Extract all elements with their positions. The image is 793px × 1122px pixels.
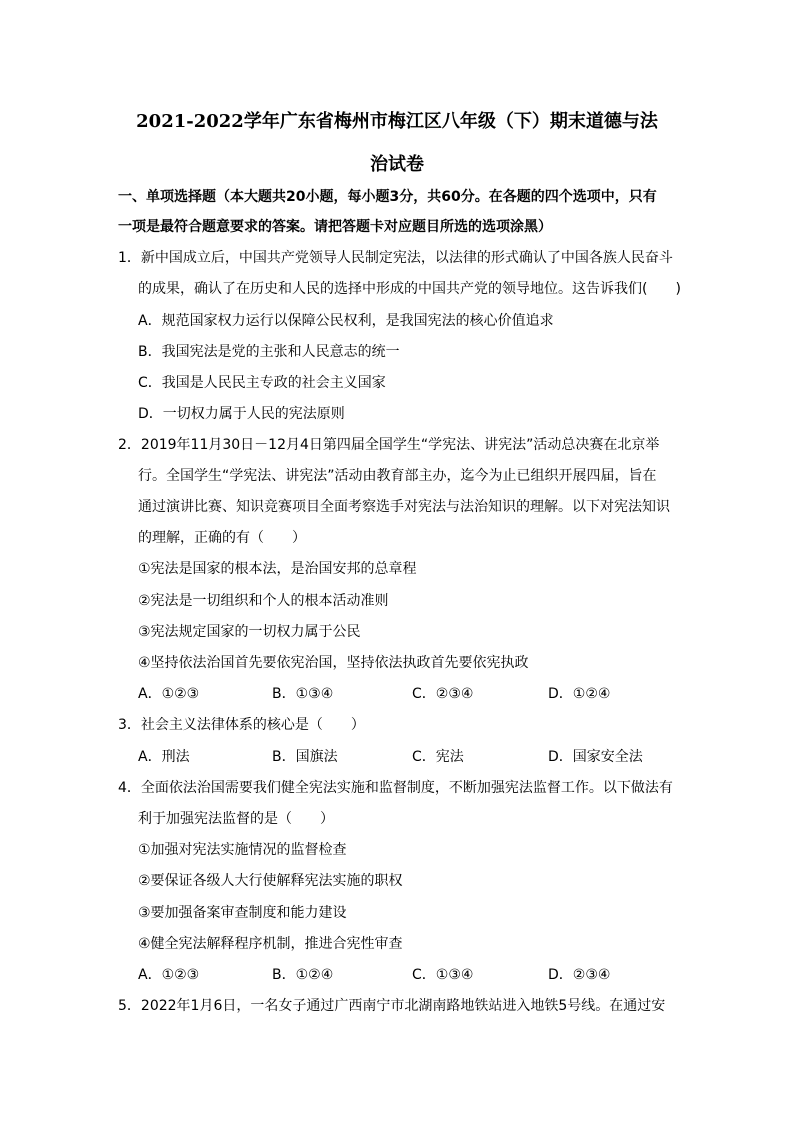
question-3-stem: 3．社会主义法律体系的核心是（ ） (118, 717, 365, 733)
question-3-option-b: B．国旗法 (272, 749, 338, 765)
question-1-stem-line1: 1．新中国成立后，中国共产党领导人民制定宪法，以法律的形式确认了中国各族人民奋斗 (118, 250, 673, 266)
question-5-stem-line1: 5．2022年1月6日，一名女子通过广西南宁市北湖南路地铁站进入地铁5号线。在通过安 (118, 998, 666, 1014)
question-3-option-c: C．宪法 (412, 749, 464, 765)
question-4-option-c: C．①③④ (412, 967, 474, 983)
section-heading-line2: 一项是最符合题意要求的答案。请把答题卡对应题目所选的选项涂黑） (118, 219, 552, 235)
section-heading-line1: 一、单项选择题（本大题共20小题，每小题3分，共60分。在各题的四个选项中，只有 (118, 189, 657, 205)
question-2-statement-1: ①宪法是国家的根本法，是治国安邦的总章程 (138, 561, 417, 577)
question-2-option-c: C．②③④ (412, 686, 474, 702)
question-2-statement-4: ④坚持依法治国首先要依宪治国，坚持依法执政首先要依宪执政 (138, 655, 529, 671)
question-3-option-a: A．刑法 (138, 749, 190, 765)
question-4-statement-4: ④健全宪法解释程序机制，推进合宪性审查 (138, 936, 403, 952)
question-2-stem-line1: 2．2019年11月30日－12月4日第四届全国学生“学宪法、讲宪法”活动总决赛在北京举 (118, 437, 660, 453)
question-1-option-d: D．一切权力属于人民的宪法原则 (138, 406, 345, 422)
question-1-option-c: C．我国是人民民主专政的社会主义国家 (138, 375, 386, 391)
question-2-stem-line2: 行。全国学生“学宪法、讲宪法”活动由教育部主办，迄今为止已组织开展四届，旨在 (138, 468, 657, 484)
question-4-option-a: A．①②③ (138, 967, 200, 983)
question-4-option-b: B．①②④ (272, 967, 334, 983)
question-2-stem-line3: 通过演讲比赛、知识竞赛项目全面考察选手对宪法与法治知识的理解。以下对宪法知识 (138, 499, 670, 515)
question-1-stem-line2: 的成果，确认了在历史和人民的选择中形成的中国共产党的领导地位。这告诉我们( ) (138, 281, 681, 297)
exam-title-line1: 2021-2022学年广东省梅州市梅江区八年级（下）期末道德与法 (136, 111, 658, 132)
question-1-option-b: B．我国宪法是党的主张和人民意志的统一 (138, 344, 400, 360)
question-4-stem-line1: 4．全面依法治国需要我们健全宪法实施和监督制度，不断加强宪法监督工作。以下做法有 (118, 780, 673, 796)
question-4-option-d: D．②③④ (548, 967, 611, 983)
question-2-option-b: B．①③④ (272, 686, 334, 702)
question-1-option-a: A．规范国家权力运行以保障公民权利，是我国宪法的核心价值追求 (138, 313, 554, 329)
question-4-statement-3: ③要加强备案审查制度和能力建设 (138, 905, 347, 921)
question-3-option-d: D．国家安全法 (548, 749, 643, 765)
question-4-stem-line2: 利于加强宪法监督的是（ ） (138, 811, 334, 827)
question-2-statement-2: ②宪法是一切组织和个人的根本活动准则 (138, 593, 389, 609)
question-2-statement-3: ③宪法规定国家的一切权力属于公民 (138, 624, 361, 640)
question-2-stem-line4: 的理解，正确的有（ ） (138, 530, 306, 546)
question-4-statement-2: ②要保证各级人大行使解释宪法实施的职权 (138, 873, 403, 889)
exam-title-line2: 治试卷 (370, 154, 424, 175)
question-2-option-a: A．①②③ (138, 686, 200, 702)
question-2-option-d: D．①②④ (548, 686, 611, 702)
question-4-statement-1: ①加强对宪法实施情况的监督检查 (138, 842, 347, 858)
